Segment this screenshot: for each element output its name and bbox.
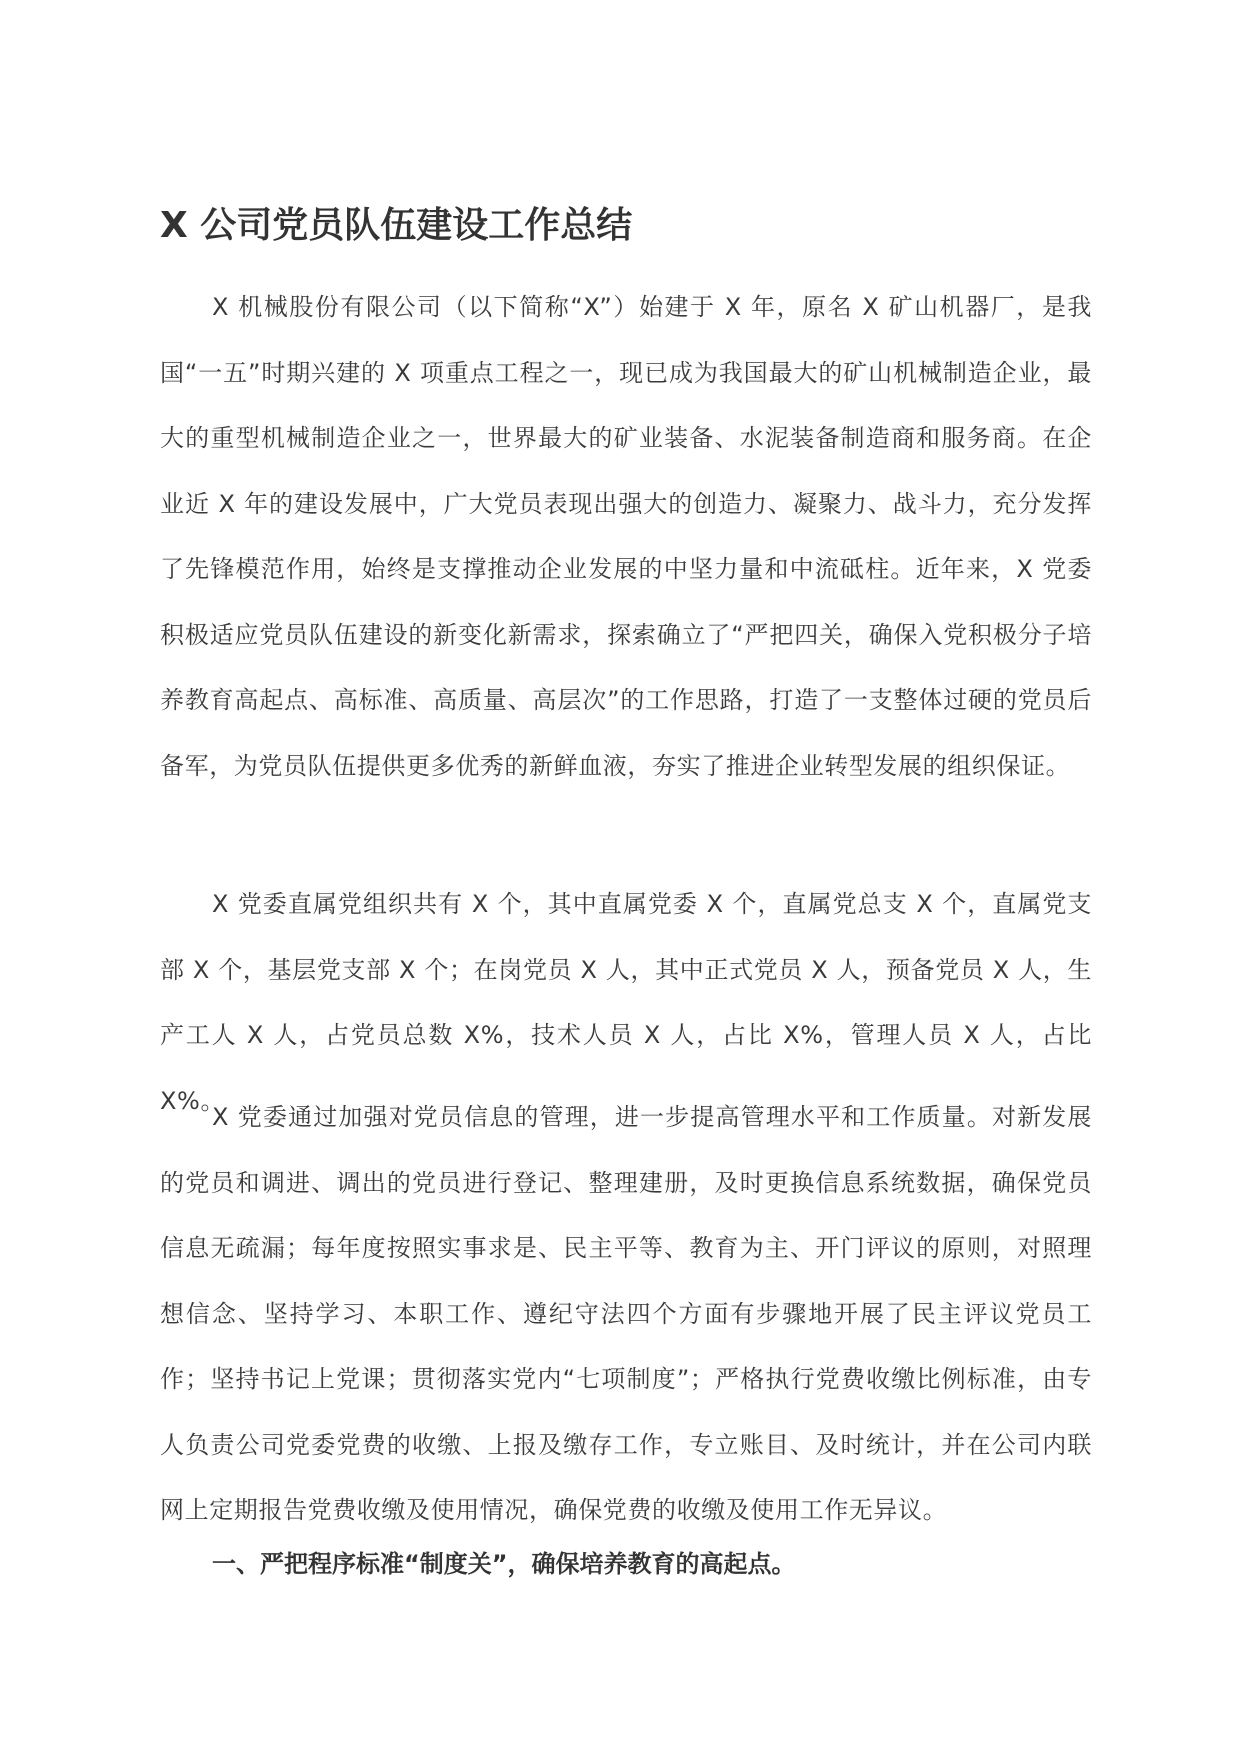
section-heading-1: 一、严把程序标准“制度关”，确保培养教育的高起点。 bbox=[212, 1550, 796, 1578]
paragraph-member-management: X 党委通过加强对党员信息的管理，进一步提高管理水平和工作质量。对新发展的党员和调进、调出的党员进行登记、整理建册，及时更换信息系统数据，确保党员信息无疏漏；每年度按照实事求是、民主平等、教育为主、开门评议的原则，对照理想信念、坚持学习、本职工作、遵纪守法四个方面有步骤地开展了民主评议党员工作；坚持书记上党课；贯彻落实党内“七项制度”；严格执行党费收缴比例标准，由专人负责公司党委党费的收缴、上报及缴存工作，专立账目、及时统计，并在公司内联网上定期报告党费收缴及使用情况，确保党费的收缴及使用工作无异议。 bbox=[160, 1103, 1092, 1524]
paragraph-organization-stats: X 党委直属党组织共有 X 个，其中直属党委 X 个，直属党总支 X 个，直属党支部 X 个，基层党支部 X 个；在岗党员 X 人，其中正式党员 X 人，预备党员 X 人，生产工人 X 人，占党员总数 X%，技术人员 X 人，占比 X%，管理人员 X 人，占比 X%。 bbox=[160, 890, 1092, 1115]
paragraph-company-overview: X 机械股份有限公司（以下简称“X”）始建于 X 年，原名 X 矿山机器厂，是我国“一五”时期兴建的 X 项重点工程之一，现已成为我国最大的矿山机械制造企业，最大的重型机械制造企业之一，世界最大的矿业装备、水泥装备制造商和服务商。在企业近 X 年的建设发展中，广大党员表现出强大的创造力、凝聚力、战斗力，充分发挥了先锋模范作用，始终是支撑推动企业发展的中坚力量和中流砥柱。近年来，X 党委积极适应党员队伍建设的新变化新需求，探索确立了“严把四关，确保入党积极分子培养教育高起点、高标准、高质量、高层次”的工作思路，打造了一支整体过硬的党员后备军，为党员队伍提供更多优秀的新鲜血液，夯实了推进企业转型发展的组织保证。 bbox=[160, 293, 1092, 780]
document-title: X 公司党员队伍建设工作总结 bbox=[160, 205, 633, 246]
